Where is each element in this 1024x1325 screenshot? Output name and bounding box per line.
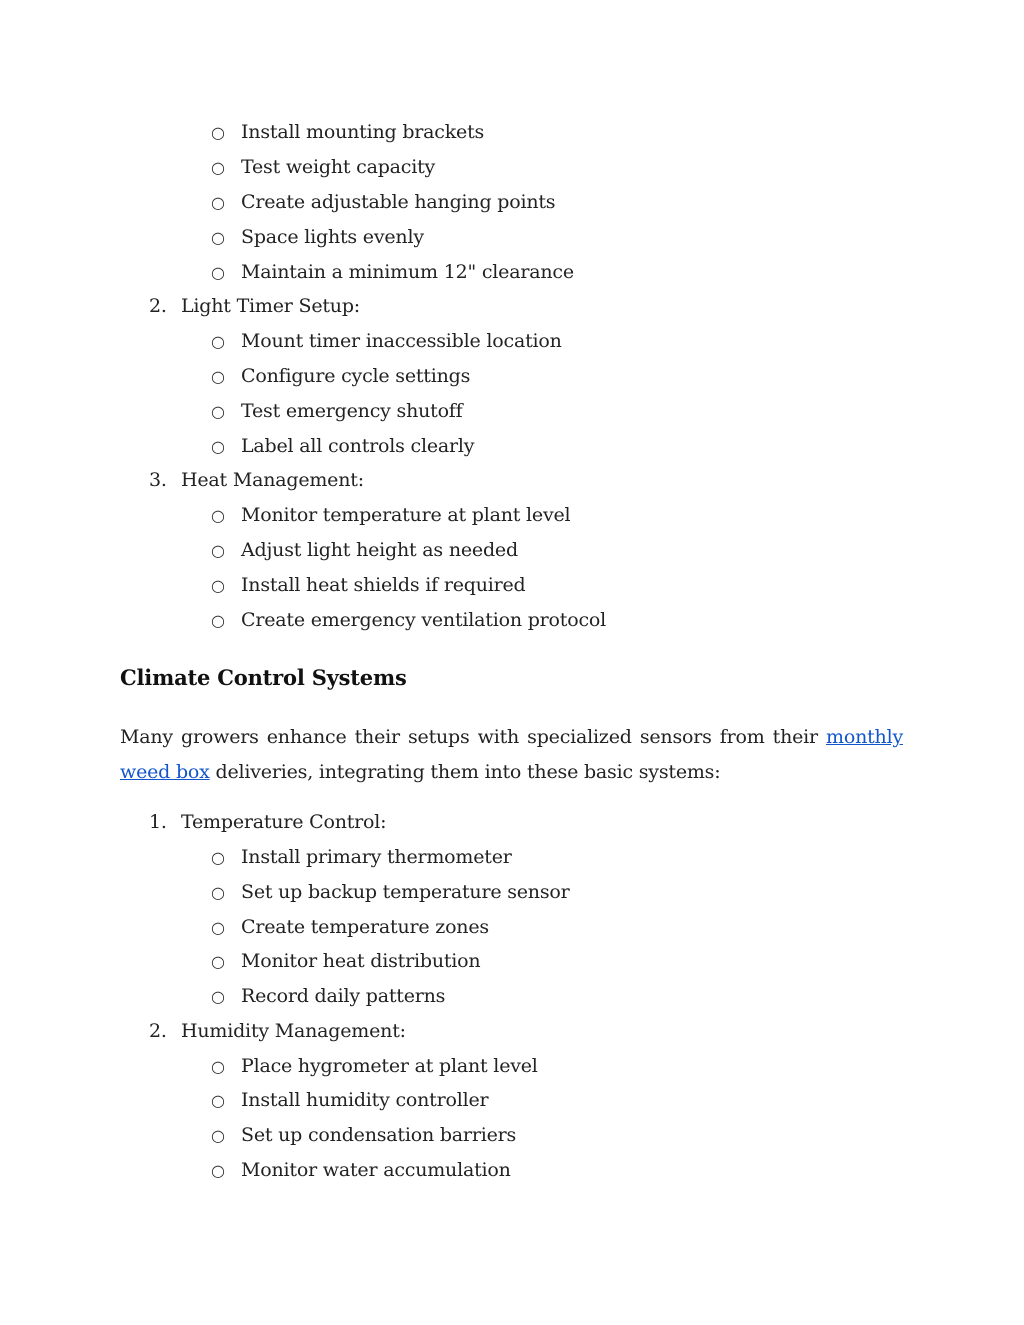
list-item: ○ Label all controls clearly	[211, 435, 475, 457]
bullet-icon: ○	[211, 228, 225, 247]
monthly-weed-box-link[interactable]: monthly weed box	[120, 726, 903, 783]
list-item: ○ Monitor water accumulation	[211, 1159, 511, 1181]
numbered-item-label: Light Timer Setup:	[181, 295, 360, 317]
bullet-icon: ○	[211, 367, 225, 386]
numbered-item-label: Temperature Control:	[181, 811, 387, 833]
bullet-icon: ○	[211, 848, 225, 867]
list-item: ○ Set up backup temperature sensor	[211, 881, 570, 903]
list-item: ○ Monitor heat distribution	[211, 950, 481, 972]
bullet-icon: ○	[211, 158, 225, 177]
list-item: ○ Test weight capacity	[211, 156, 436, 178]
bullet-icon: ○	[211, 1126, 225, 1145]
list-item: ○ Record daily patterns	[211, 985, 446, 1007]
list-item: ○ Place hygrometer at plant level	[211, 1055, 538, 1077]
bullet-icon: ○	[211, 402, 225, 421]
bullet-icon: ○	[211, 506, 225, 525]
list-item: ○ Install heat shields if required	[211, 574, 526, 596]
list-number: 2.	[149, 1020, 167, 1042]
numbered-item-label: Heat Management:	[181, 469, 364, 491]
bullet-icon: ○	[211, 263, 225, 282]
list-item: ○ Create adjustable hanging points	[211, 191, 556, 213]
bullet-icon: ○	[211, 437, 225, 456]
numbered-item-label: Humidity Management:	[181, 1020, 406, 1042]
list-number: 2.	[149, 295, 167, 317]
list-item: ○ Set up condensation barriers	[211, 1124, 517, 1146]
list-item: ○ Mount timer inaccessible location	[211, 330, 562, 352]
bullet-icon: ○	[211, 1057, 225, 1076]
list-number: 1.	[149, 811, 167, 833]
list-item: ○ Create emergency ventilation protocol	[211, 609, 607, 631]
bullet-icon: ○	[211, 123, 225, 142]
bullet-icon: ○	[211, 332, 225, 351]
bullet-icon: ○	[211, 611, 225, 630]
numbered-item	[149, 1019, 406, 1043]
list-item: ○ Maintain a minimum 12" clearance	[211, 261, 574, 283]
list-item: ○ Create temperature zones	[211, 916, 489, 938]
list-item: ○ Install mounting brackets	[211, 121, 485, 143]
list-item: ○ Test emergency shutoff	[211, 400, 463, 422]
list-item: ○ Space lights evenly	[211, 226, 424, 248]
list-item: ○ Configure cycle settings	[211, 365, 471, 387]
bullet-icon: ○	[211, 1091, 225, 1110]
bullet-icon: ○	[211, 193, 225, 212]
numbered-item	[149, 810, 386, 834]
list-item: ○ Install primary thermometer	[211, 846, 512, 868]
bullet-icon: ○	[211, 576, 225, 595]
numbered-item	[149, 468, 364, 492]
list-item: ○ Monitor temperature at plant level	[211, 504, 571, 526]
bullet-icon: ○	[211, 541, 225, 560]
bullet-icon: ○	[211, 987, 225, 1006]
bullet-icon: ○	[211, 952, 225, 971]
list-number: 3.	[149, 469, 167, 491]
numbered-item	[149, 294, 360, 318]
list-item: ○ Adjust light height as needed	[211, 539, 518, 561]
section-heading: Climate Control Systems	[120, 665, 407, 690]
bullet-icon: ○	[211, 1161, 225, 1180]
list-item: ○ Install humidity controller	[211, 1089, 489, 1111]
intro-paragraph: Many growers enhance their setups with specialized sensors from their monthly weed box deliveries, integrating them into these basic systems:	[120, 726, 903, 783]
bullet-icon: ○	[211, 883, 225, 902]
bullet-icon: ○	[211, 918, 225, 937]
